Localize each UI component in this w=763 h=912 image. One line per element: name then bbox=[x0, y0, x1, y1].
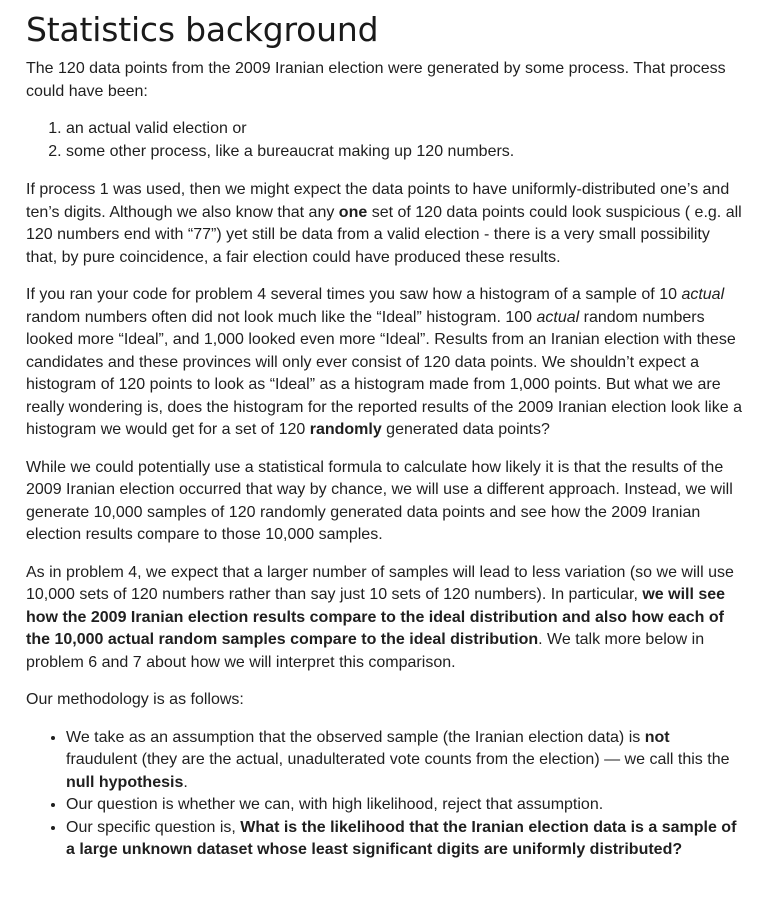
bold-text: we will see how the 2009 Iranian election results compare to the ideal distribution and also how each of the 10,000 actual random samples compare to the ideal distribution bbox=[26, 586, 726, 648]
text-run: Our specific question is, bbox=[66, 818, 241, 836]
list-item bbox=[66, 817, 743, 862]
bold-text: What is the likelihood that the Iranian election data is a sample of a large unknown dataset whose least significant digits are uniformly distributed? bbox=[66, 818, 737, 858]
text-run: generated data points? bbox=[381, 421, 550, 438]
bold-text: randomly bbox=[309, 421, 382, 438]
samples-paragraph bbox=[26, 562, 743, 675]
methodology-list bbox=[26, 727, 743, 862]
text-run: random numbers often did not look much like the “Ideal” histogram. 100 bbox=[26, 308, 537, 326]
process-list bbox=[26, 118, 743, 163]
text-run: . bbox=[183, 773, 188, 791]
text-run: set of 120 data points could look suspicious ( e.g. all 120 numbers end with “77”) yet still be data from a valid election - there is a very small possibility that, by pure coincidence, a fair election could have produced these results. bbox=[26, 203, 742, 266]
problem4-paragraph bbox=[26, 284, 743, 442]
italic-text: actual bbox=[536, 308, 580, 326]
text-run: . We talk more below in problem 6 and 7 about how we will interpret this comparison. bbox=[26, 631, 705, 671]
text-run: If you ran your code for problem 4 several times you saw how a histogram of a sample of 10 bbox=[26, 286, 682, 303]
list-item bbox=[66, 727, 743, 795]
list-item: 2. some other process, like a bureaucrat making up 120 numbers. bbox=[66, 141, 743, 164]
text-run: We take as an assumption that the observed sample (the Iranian election data) is bbox=[66, 728, 645, 746]
process1-paragraph bbox=[26, 179, 743, 269]
list-item: • Our question is whether we can, with high likelihood, reject that assumption. bbox=[66, 794, 743, 817]
page-title: Statistics background bbox=[26, 10, 379, 49]
approach-paragraph: While we could potentially use a statistical formula to calculate how likely it is that the results of the 2009 Iranian election occurred that way by chance, we will use a different approach. Instead, we will generate 10,000 samples of 120 randomly generated data points and see how the 2009 Iranian election results compare to those 10,000 samples. bbox=[26, 458, 733, 543]
intro-paragraph: The 120 data points from the 2009 Iranian election were generated by some process. That process could have been: bbox=[26, 60, 726, 100]
text-run: fraudulent (they are the actual, unadulterated vote counts from the election) — we call this the bbox=[66, 751, 730, 768]
italic-text: actual bbox=[681, 286, 725, 303]
bold-text: null hypothesis bbox=[66, 773, 184, 791]
bold-text: not bbox=[644, 728, 670, 746]
methodology-intro: Our methodology is as follows: bbox=[26, 691, 244, 708]
text-run: random numbers looked more “Ideal”, and 1,000 looked even more “Ideal”. Results from an Iranian election with these candidates and these provinces will only ever consist of 120 data points. We shouldn’t expect a histogram of 120 points to look as “Ideal” as a histogram made from 1,000 points. But what we are really wondering is, does the histogram for the reported results of the 2009 Iranian election look like a histogram we would get for a set of 120 bbox=[26, 308, 742, 438]
text-run: If process 1 was used, then we might expect the data points to have uniformly-distributed one’s and ten’s digits. Although we also know that any bbox=[26, 181, 730, 221]
bold-text: one bbox=[338, 203, 368, 221]
list-item: 1. an actual valid election or bbox=[66, 118, 743, 141]
text-run: As in problem 4, we expect that a larger number of samples will lead to less variation (so we will use 10,000 sets of 120 numbers rather than say just 10 sets of 120 numbers). In particular, bbox=[26, 563, 734, 603]
